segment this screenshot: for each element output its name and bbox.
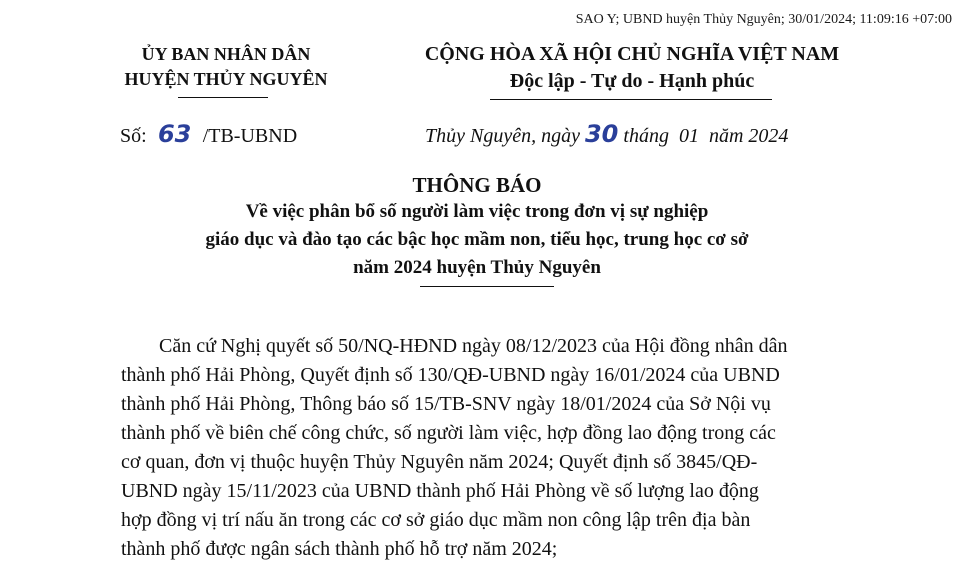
body-line-6: UBND ngày 15/11/2023 của UBND thành phố Hải Phòng về số lượng lao động [121, 480, 759, 502]
date-year-label: năm [708, 125, 744, 147]
subtitle-line-2: giáo dục và đào tạo các bậc học mầm non, tiểu học, trung học cơ sở [205, 229, 749, 250]
number-handwritten: 63 [157, 120, 192, 148]
document-number [120, 120, 297, 148]
digital-copy-stamp: SAO Y; UBND huyện Thủy Nguyên; 30/01/2024; 11:09:16 +07:00 [575, 12, 952, 27]
date-day-handwritten: 30 [584, 120, 619, 148]
issuer-line-1: ỦY BAN NHÂN DÂN [141, 44, 311, 64]
body-line-7: hợp đồng vị trí nấu ăn trong các cơ sở giáo dục mầm non công lập trên địa bàn [121, 509, 751, 531]
nation-title: CỘNG HÒA XÃ HỘI CHỦ NGHĨA VIỆT NAM [424, 43, 840, 65]
title-underline [420, 286, 554, 287]
motto-underline [490, 99, 772, 100]
body-line-1: Căn cứ Nghị quyết số 50/NQ-HĐND ngày 08/12/2023 của Hội đồng nhân dân [159, 335, 788, 357]
document-title: THÔNG BÁO [412, 173, 542, 197]
nation-motto: Độc lập - Tự do - Hạnh phúc [509, 70, 755, 92]
body-line-8: thành phố được ngân sách thành phố hỗ trợ năm 2024; [121, 538, 558, 560]
date-year: 2024 [748, 125, 789, 147]
date-month-label: tháng [623, 125, 669, 147]
body-line-5: cơ quan, đơn vị thuộc huyện Thủy Nguyên năm 2024; Quyết định số 3845/QĐ- [121, 451, 758, 473]
date-month: 01 [678, 125, 699, 147]
date-line [425, 120, 788, 148]
issuer-line-2: HUYỆN THỦY NGUYÊN [124, 69, 328, 89]
body-line-4: thành phố về biên chế công chức, số người làm việc, hợp đồng lao động trong các [121, 422, 776, 444]
issuer-underline [178, 97, 268, 98]
date-place: Thủy Nguyên, ngày [425, 125, 580, 147]
body-line-3: thành phố Hải Phòng, Thông báo số 15/TB-SNV ngày 18/01/2024 của Sở Nội vụ [121, 393, 771, 415]
number-prefix: Số: [120, 125, 147, 147]
body-line-2: thành phố Hải Phòng, Quyết định số 130/QĐ-UBND ngày 16/01/2024 của UBND [121, 364, 780, 386]
number-suffix: /TB-UBND [202, 125, 298, 147]
subtitle-line-1: Về việc phân bổ số người làm việc trong đơn vị sự nghiệp [245, 201, 709, 222]
subtitle-line-3: năm 2024 huyện Thủy Nguyên [353, 257, 601, 278]
